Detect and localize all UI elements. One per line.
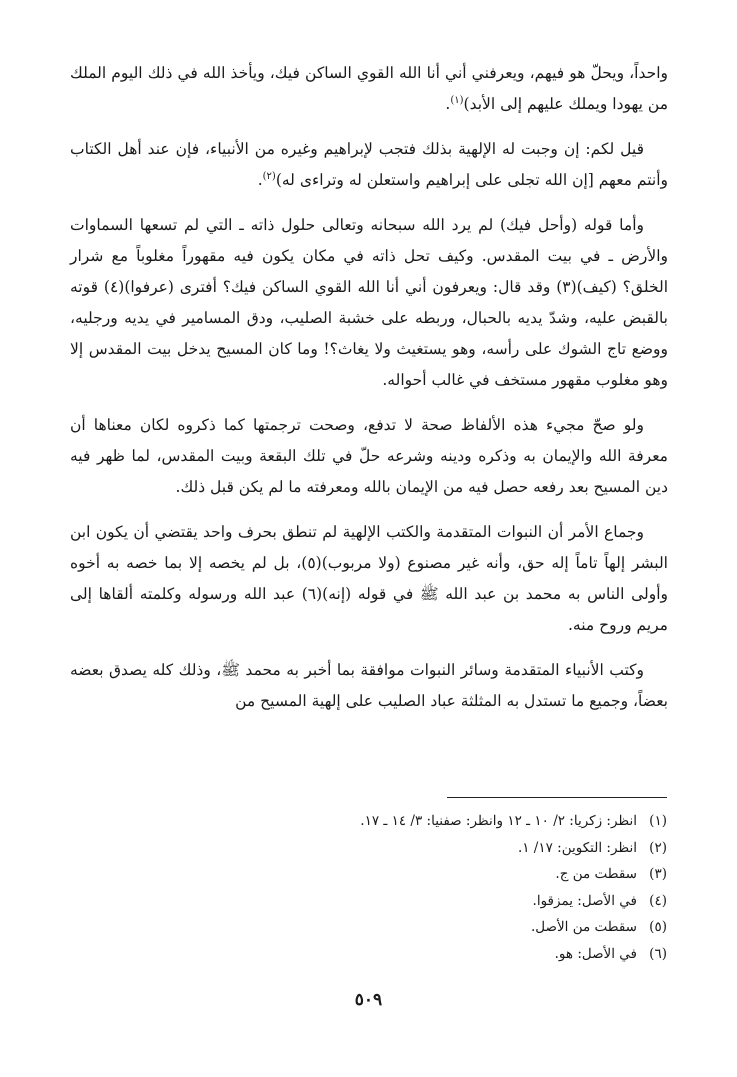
footnote-number: (١): [649, 813, 667, 829]
paragraph-4: ولو صحّ مجيء هذه الألفاظ صحة لا تدفع، وصحت ترجمتها كما ذكروه لكان معناها أن معرفة الله والإيمان به وذكره ودينه وشرعه حلّ في تلك البقعة وبيت المقدس، لما ظهر فيه دين المسيح بعد رفعه حصل فيه من الإيمان بالله ومعرفته ما لم يكن قبل ذلك.: [70, 416, 668, 496]
footnote-divider: [447, 797, 667, 798]
paragraph-3: وأما قوله (وأحل فيك) لم يرد الله سبحانه وتعالى حلول ذاته ـ التي لم تسعها السماوات والأرض ـ في بيت المقدس. وكيف تحل ذاته في مكان يكون فيه مقهوراً مغلوباً مع شرار الخلق؟ (كيف)(٣) وقد قال: ويعرفون أني أنا الله القوي الساكن فيك؟ أفترى (عرفوا)(٤) قوته بالقبض عليه، وشدّ يديه بالحبال، وربطه على خشبة الصليب، ودق المسامير في يديه ورجليه، ووضع تاج الشوك على رأسه، وهو يستغيث ولا يغاث؟! وما كان المسيح يدخل بيت المقدس إلا وهو مغلوب مقهور مستخف في غالب أحواله.: [70, 216, 668, 389]
page-number: ٥٠٩: [354, 990, 383, 1010]
footnote-item: [107, 941, 667, 968]
footnote-number: (٥): [649, 919, 667, 935]
footnote-text: في الأصل: يمزقوا.: [532, 892, 637, 909]
footnote-text: انظر: زكريا: ٢/ ١٠ ـ ١٢ وانظر: صفنيا: ٣/ ١٤ ـ ١٧.: [360, 813, 637, 829]
footnote-number: (٤): [649, 892, 667, 909]
footnote-item: [107, 808, 667, 835]
footnote-number: (٢): [649, 839, 667, 856]
footnote-text: في الأصل: هو.: [554, 945, 637, 962]
footnote-text: انظر: التكوين: ١٧/ ١.: [517, 839, 637, 856]
footnote-number: (٣): [649, 866, 667, 882]
footnote-ref-2: (٢): [262, 170, 276, 182]
footnote-ref-1: (١): [450, 94, 464, 106]
paragraph-1: واحداً، ويحلّ هو فيهم، ويعرفني أني أنا الله القوي الساكن فيك، ويأخذ الله في ذلك اليوم الملك من يهودا ويملك عليهم إلى الأبد)$^{(١)}$.: [70, 64, 668, 113]
footnotes: [107, 808, 667, 967]
footnote-item: [107, 835, 667, 862]
paragraph-5: وجماع الأمر أن النبوات المتقدمة والكتب الإلهية لم تنطق بحرف واحد يقتضي أن يكون ابن البشر إلهاً تاماً إله حق، وأنه غير مصنوع (ولا مربوب)(٥)، بل لم يخصه إلا بما خصه به أخوه وأولى الناس به محمد بن عبد الله ﷺ في قوله (إنه)(٦) عبد الله ورسوله وكلمته ألقاها إلى مريم وروح منه.: [70, 523, 668, 634]
footnote-text: سقطت من الأصل.: [531, 919, 637, 935]
footnote-text: سقطت من ج.: [555, 866, 637, 882]
main-text: [70, 58, 668, 731]
footnote-number: (٦): [649, 945, 667, 962]
footnote-item: [107, 861, 667, 888]
footnote-item: [107, 888, 667, 915]
footnote-item: [107, 914, 667, 941]
paragraph-6: وكتب الأنبياء المتقدمة وسائر النبوات موافقة بما أخبر به محمد ﷺ، وذلك كله يصدق بعضه بعضاً، وجميع ما تستدل به المثلثة عباد الصليب على إلهية المسيح من: [70, 661, 668, 710]
paragraph-2: قيل لكم: إن وجبت له الإلهية بذلك فتجب لإبراهيم وغيره من الأنبياء، فإن عند أهل الكتاب وأنتم معهم [إن الله تجلى على إبراهيم واستعلن له وتراءى له)$^{(٢)}$.: [70, 140, 668, 189]
